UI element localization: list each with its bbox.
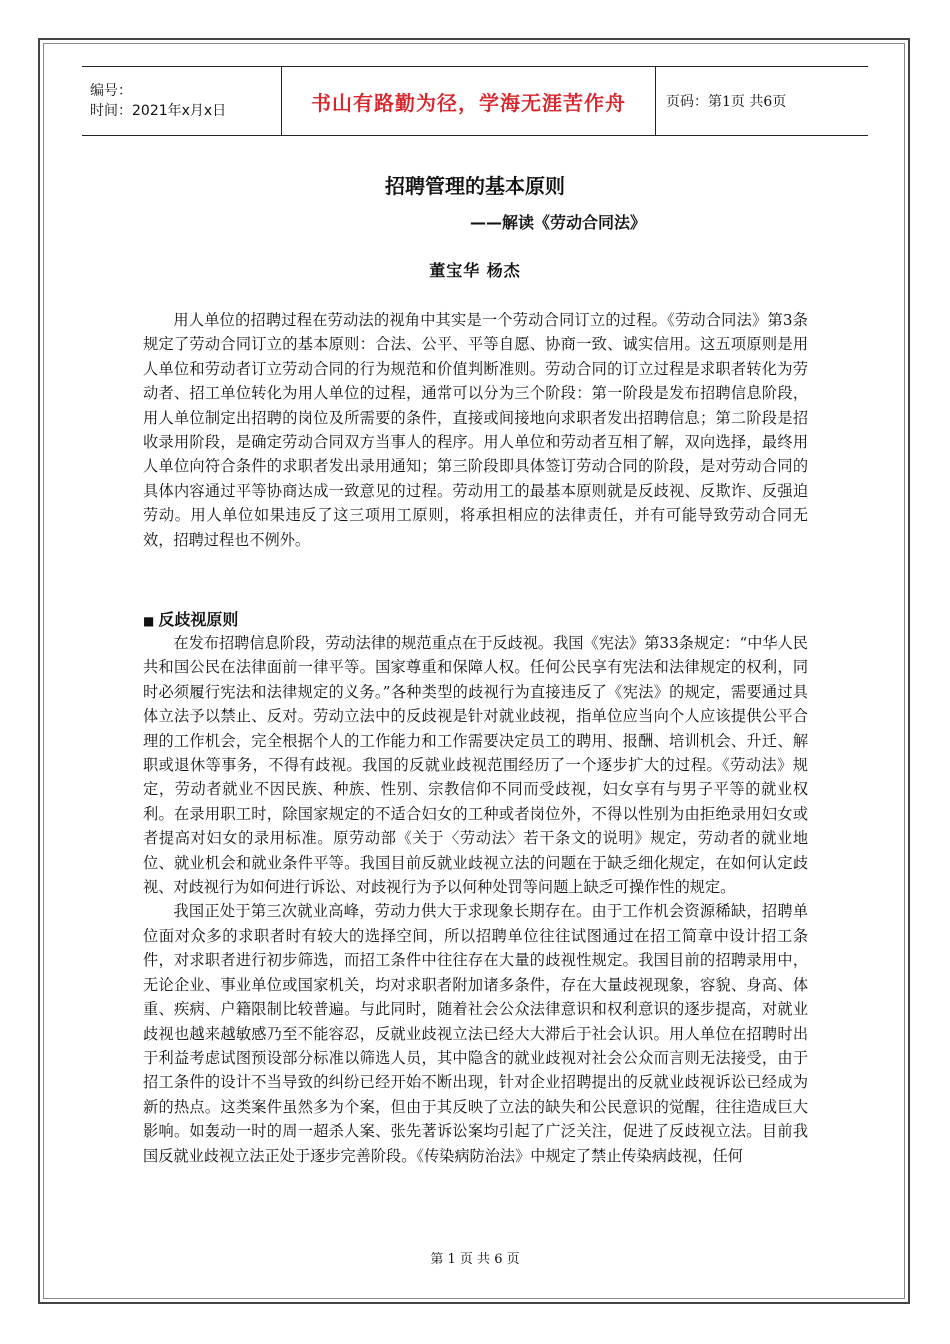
time-label: 时间：2021年x月x日 <box>90 103 227 119</box>
header-table <box>82 66 868 136</box>
intro-paragraph: 用人单位的招聘过程在劳动法的视角中其实是一个劳动合同订立的过程。《劳动合同法》第3条规定了劳动合同订立的基本原则：合法、公平、平等自愿、协商一致、诚实信用。这五项原则是用人单位和劳动者订立劳动合同的行为规范和价值判断准则。劳动合同的订立过程是求职者转化为劳动者、招工单位转化为用人单位的过程，通常可以分为三个阶段：第一阶段是发布招聘信息阶段，用人单位制定出招聘的岗位及所需要的条件，直接或间接地向求职者发出招聘信息；第二阶段是招收录用阶段，是确定劳动合同双方当事人的程序。用人单位和劳动者互相了解，双向选择，最终用人单位向符合条件的求职者发出录用通知；第三阶段即具体签订劳动合同的阶段，是对劳动合同的具体内容通过平等协商达成一致意见的过程。劳动用工的最基本原则就是反歧视、反欺诈、反强迫劳动。用人单位如果违反了这三项用工原则，将承担相应的法律责任，并有可能导致劳动合同无效，招聘过程也不例外。 <box>143 311 808 549</box>
page-footer: 第 1 页 共 6 页 <box>430 1252 520 1267</box>
section-heading-text: 反歧视原则 <box>158 610 239 629</box>
document-subtitle: ——解读《劳动合同法》 <box>470 213 647 232</box>
section-paragraph-1: 在发布招聘信息阶段，劳动法律的规范重点在于反歧视。我国《宪法》第33条规定：“中华人民共和国公民在法律面前一律平等。国家尊重和保障人权。任何公民享有宪法和法律规定的权利，同时必须履行宪法和法律规定的义务。”各种类型的歧视行为直接违反了《宪法》的规定，需要通过具体立法予以禁止、反对。劳动立法中的反歧视是针对就业歧视，指单位应当向个人应该提供公平合理的工作机会，完全根据个人的工作能力和工作需要决定员工的聘用、报酬、培训机会、升迁、解职或退休等事务，不得有歧视。我国的反就业歧视范围经历了一个逐步扩大的过程。《劳动法》规定，劳动者就业不因民族、种族、性别、宗教信仰不同而受歧视，妇女享有与男子平等的就业权利。在录用职工时，除国家规定的不适合妇女的工种或者岗位外，不得以性别为由拒绝录用妇女或者提高对妇女的录用标准。原劳动部《关于〈劳动法〉若干条文的说明》规定，劳动者的就业地位、就业机会和就业条件平等。我国目前反就业歧视立法的问题在于缺乏细化规定，在如何认定歧视、对歧视行为如何进行诉讼、对歧视行为予以何种处罚等问题上缺乏可操作性的规定。 <box>143 634 808 897</box>
intro-section <box>143 308 808 552</box>
header-motto <box>282 67 656 135</box>
header-page-info <box>656 67 868 135</box>
number-label: 编号： <box>90 83 132 99</box>
document-title: 招聘管理的基本原则 <box>385 174 565 198</box>
section-body <box>143 631 808 1168</box>
page-info-text: 页码：第1页 共6页 <box>666 94 787 110</box>
motto-text: 书山有路勤为径，学海无涯苦作舟 <box>311 90 626 115</box>
section-heading <box>143 607 238 630</box>
section-paragraph-2: 我国正处于第三次就业高峰，劳动力供大于求现象长期存在。由于工作机会资源稀缺，招聘单位面对众多的求职者时有较大的选择空间，所以招聘单位往往试图通过在招工简章中设计招工条件，对求职者进行初步筛选，而招工条件中往往存在大量的歧视性规定。我国目前的招聘录用中，无论企业、事业单位或国家机关，均对求职者附加诸多条件，存在大量歧视现象，容貌、身高、体重、疾病、户籍限制比较普遍。与此同时，随着社会公众法律意识和权利意识的逐步提高，对就业歧视也越来越敏感乃至不能容忍，反就业歧视立法已经大大滞后于社会认识。用人单位在招聘时出于利益考虑试图预设部分标准以筛选人员，其中隐含的就业歧视对社会公众而言则无法接受，由于招工条件的设计不当导致的纠纷已经开始不断出现，针对企业招聘提出的反就业歧视诉讼已经成为新的热点。这类案件虽然多为个案，但由于其反映了立法的缺失和公民意识的觉醒，往往造成巨大影响。如轰动一时的周一超杀人案、张先著诉讼案均引起了广泛关注，促进了反歧视立法。目前我国反就业歧视立法正处于逐步完善阶段。《传染病防治法》中规定了禁止传染病歧视，任何 <box>143 902 808 1165</box>
document-authors: 董宝华 杨杰 <box>429 261 521 280</box>
header-meta <box>82 67 282 135</box>
square-bullet-icon: ■ <box>143 614 155 628</box>
